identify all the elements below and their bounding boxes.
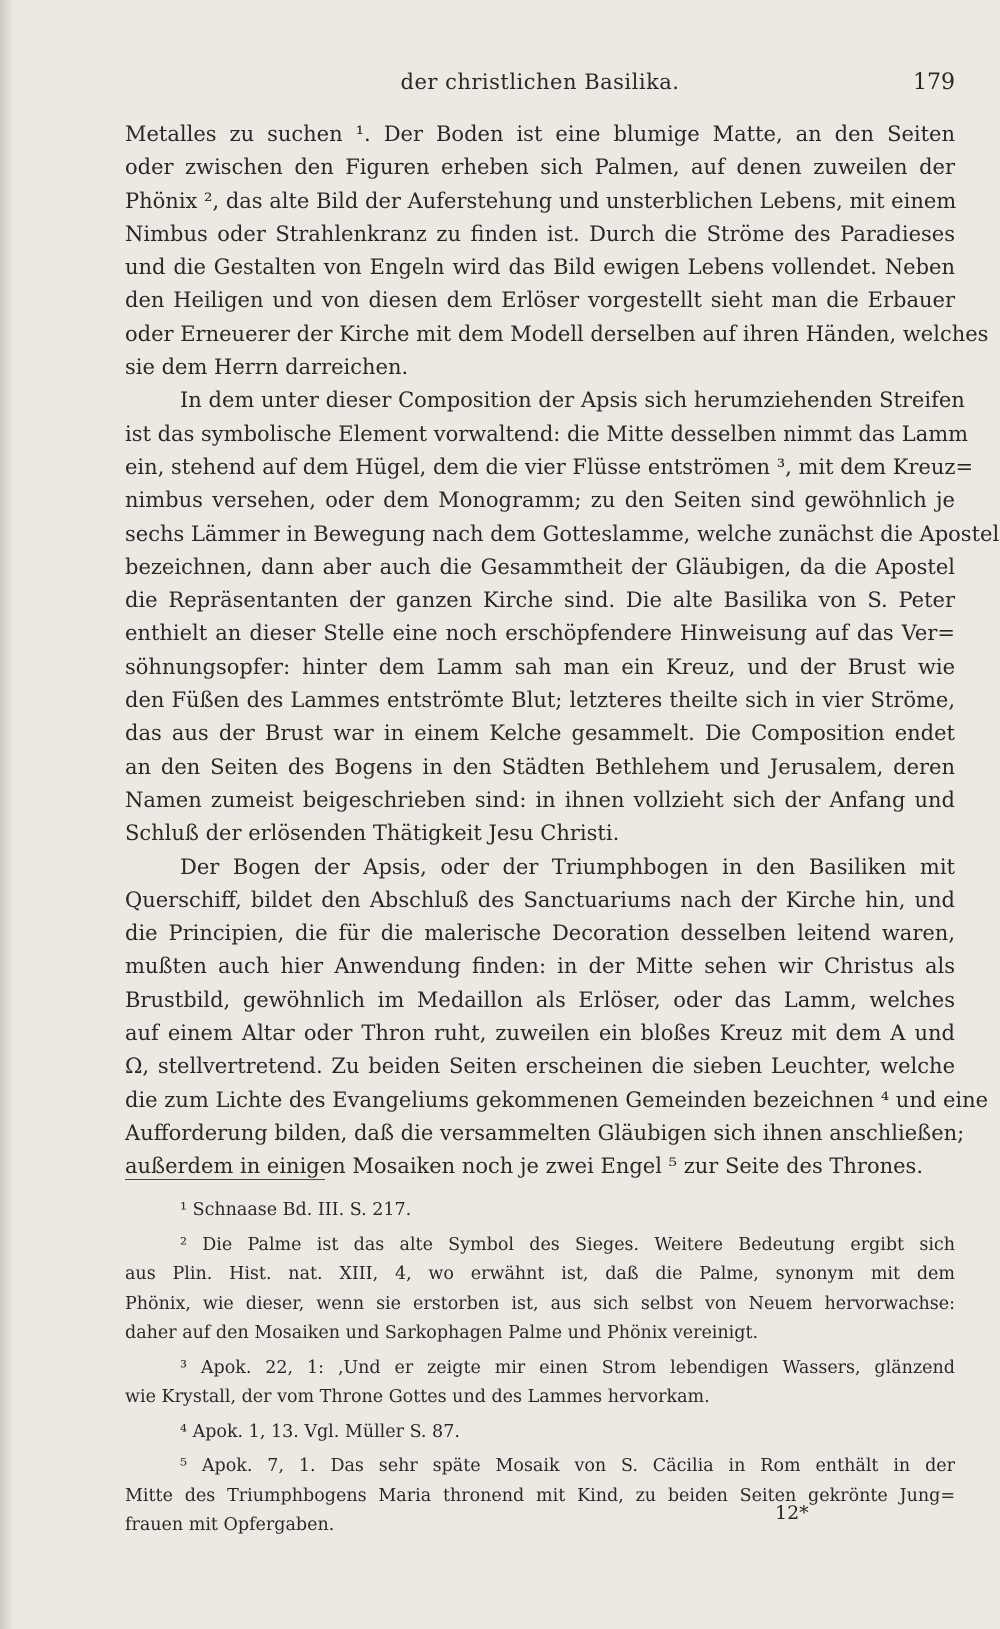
footnote-line: aus Plin. Hist. nat. XIII, 4, wo erwähnt ist, daß die Palme, synonym mit dem [125, 1264, 955, 1284]
spine-shadow [0, 0, 14, 1629]
text-line: Metalles zu suchen ¹. Der Boden ist eine blumige Matte, an den Seiten [125, 122, 955, 146]
text-line: oder Erneuerer der Kirche mit dem Modell derselben auf ihren Händen, welches [125, 321, 989, 346]
body-text [125, 118, 1000, 1184]
text-line: außerdem in einigen Mosaiken noch je zwei Engel ⁵ zur Seite des Thrones. [125, 1154, 924, 1179]
text-line: die Repräsentanten der ganzen Kirche sind. Die alte Basilika von S. Peter [125, 588, 955, 613]
text-line: den Heiligen und von diesen dem Erlöser vorgestellt sieht man die Erbauer [125, 288, 955, 313]
text-line: und die Gestalten von Engeln wird das Bild ewigen Lebens vollendet. Neben [125, 255, 955, 280]
text-line: enthielt an dieser Stelle eine noch erschöpfendere Hinweisung auf das Ver= [125, 621, 955, 646]
text-line: den Füßen des Lammes entströmte Blut; letzteres theilte sich in vier Ströme, [125, 688, 955, 713]
text-line: mußten auch hier Anwendung finden: in der Mitte sehen wir Christus als [125, 954, 955, 979]
text-line: das aus der Brust war in einem Kelche gesammelt. Die Composition endet [125, 721, 955, 746]
text-line: die Principien, die für die malerische Decoration desselben leitend waren, [125, 921, 955, 946]
footnote-line: ⁴ Apok. 1, 13. Vgl. Müller S. 87. [180, 1421, 460, 1442]
text-line: bezeichnen, dann aber auch die Gesammtheit der Gläubigen, da die Apostel [125, 554, 955, 579]
text-line: Ω, stellvertretend. Zu beiden Seiten erscheinen die sieben Leuchter, welche [125, 1054, 955, 1079]
text-line: söhnungsopfer: hinter dem Lamm sah man ein Kreuz, und der Brust wie [125, 654, 955, 679]
footnote-line: frauen mit Opfergaben. [125, 1515, 335, 1535]
footnote-line: Phönix, wie dieser, wenn sie erstorben ist, aus sich selbst von Neuem hervorwachse: [125, 1293, 955, 1314]
text-line: nimbus versehen, oder dem Monogramm; zu den Seiten sind gewöhnlich je [125, 488, 955, 513]
text-line: die zum Lichte des Evangeliums gekommenen Gemeinden bezeichnen ⁴ und eine [125, 1087, 989, 1112]
footnote-rule [125, 1179, 325, 1180]
text-line: ist das symbolische Element vorwaltend: die Mitte desselben nimmt das Lamm [125, 421, 969, 446]
footnote-line: ¹ Schnaase Bd. III. S. 217. [180, 1200, 412, 1220]
footnote-line: ² Die Palme ist das alte Symbol des Sieges. Weitere Bedeutung ergibt sich [180, 1234, 955, 1255]
signature-mark: 12* [775, 1502, 809, 1524]
footnote-line: daher auf den Mosaiken und Sarkophagen Palme und Phönix vereinigt. [125, 1323, 759, 1343]
text-line: Aufforderung bilden, daß die versammelten Gläubigen sich ihnen anschließen; [125, 1120, 965, 1145]
text-line: Querschiff, bildet den Abschluß des Sanctuariums nach der Kirche hin, und [125, 887, 955, 912]
page-number: 179 [913, 70, 955, 95]
paragraph-start-line: Der Bogen der Apsis, oder der Triumphbogen in den Basiliken mit [180, 854, 955, 879]
footnote-line: wie Krystall, der vom Throne Gottes und des Lammes hervorkam. [125, 1387, 710, 1407]
text-line: Brustbild, gewöhnlich im Medaillon als Erlöser, oder das Lamm, welches [125, 987, 955, 1012]
text-line: ein, stehend auf dem Hügel, dem die vier Flüsse entströmen ³, mit dem Kreuz= [125, 454, 974, 479]
text-line: Namen zumeist beigeschrieben sind: in ihnen vollzieht sich der Anfang und [125, 787, 955, 812]
text-line: Nimbus oder Strahlenkranz zu finden ist. Durch die Ströme des Paradieses [125, 221, 955, 246]
footnotes [125, 1196, 955, 1541]
text-line: sechs Lämmer in Bewegung nach dem Gotteslamme, welche zunächst die Apostel [125, 521, 1000, 546]
paragraph-start-line: In dem unter dieser Composition der Apsis sich herumziehenden Streifen [180, 388, 965, 413]
text-line: oder zwischen den Figuren erheben sich Palmen, auf denen zuweilen der [125, 155, 955, 180]
footnote-line: Mitte des Triumphbogens Maria thronend mit Kind, zu beiden Seiten gekrönte Jung= [125, 1485, 955, 1506]
footnote-line: ³ Apok. 22, 1: ‚Und er zeigte mir einen Strom lebendigen Wassers, glänzend [180, 1357, 955, 1378]
text-line: auf einem Altar oder Thron ruht, zuweilen ein bloßes Kreuz mit dem A und [125, 1021, 955, 1046]
text-line: an den Seiten des Bogens in den Städten Bethlehem und Jerusalem, deren [125, 754, 955, 779]
footnote-line: ⁵ Apok. 7, 1. Das sehr späte Mosaik von S. Cäcilia in Rom enthält in der [180, 1456, 955, 1476]
text-line: sie dem Herrn darreichen. [125, 355, 409, 380]
text-line: Schluß der erlösenden Thätigkeit Jesu Christi. [125, 821, 620, 846]
running-title: der christlichen Basilika. [400, 70, 680, 94]
page-header [125, 70, 955, 100]
text-line: Phönix ², das alte Bild der Auferstehung und unsterblichen Lebens, mit einem [125, 188, 957, 213]
